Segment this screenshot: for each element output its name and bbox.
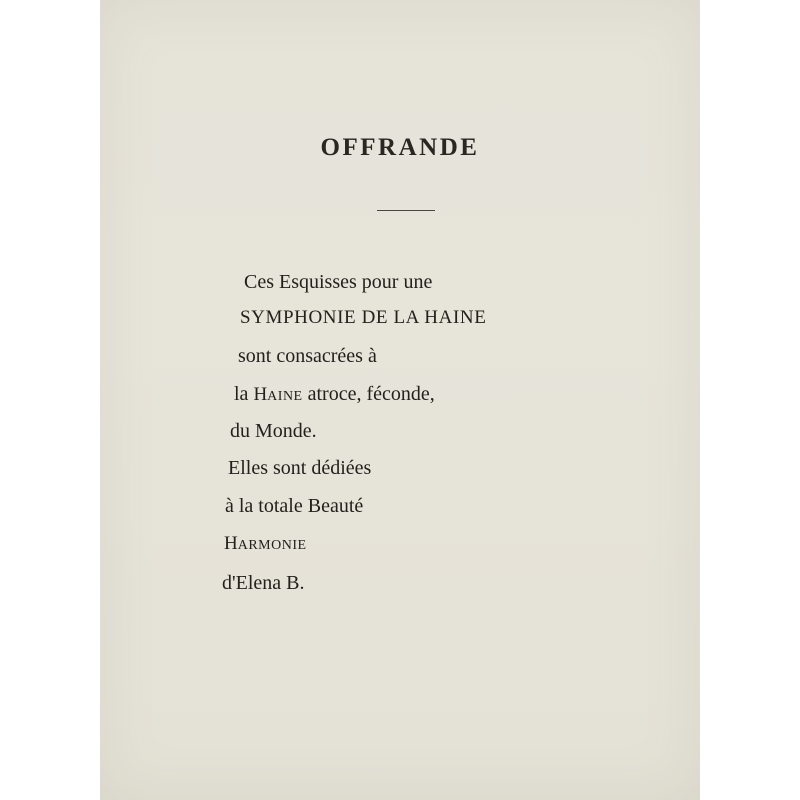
dedication-line-8 <box>224 531 307 558</box>
dedication-line-7: à la totale Beauté <box>225 495 364 517</box>
dedication-line-5: du Monde. <box>230 420 317 442</box>
dedication-line-6: Elles sont dédiées <box>228 457 372 479</box>
title-rule <box>377 210 435 211</box>
page-title: OFFRANDE <box>320 134 480 161</box>
dedication-line-4 <box>234 382 435 409</box>
haine-small-caps: AINE <box>267 389 303 404</box>
harmonie-initial: H <box>224 533 238 554</box>
dedication-line-2: SYMPHONIE DE LA HAINE <box>240 307 487 328</box>
dedication-line-1: Ces Esquisses pour une <box>244 271 433 293</box>
haine-initial: H <box>253 384 268 405</box>
haine-suffix: atroce, féconde, <box>302 383 435 405</box>
dedication-line-3: sont consacrées à <box>238 345 377 367</box>
harmonie-small-caps: ARMONIE <box>237 538 307 553</box>
dedication-line-9: d'Elena B. <box>222 572 305 594</box>
haine-prefix: la <box>234 383 254 405</box>
